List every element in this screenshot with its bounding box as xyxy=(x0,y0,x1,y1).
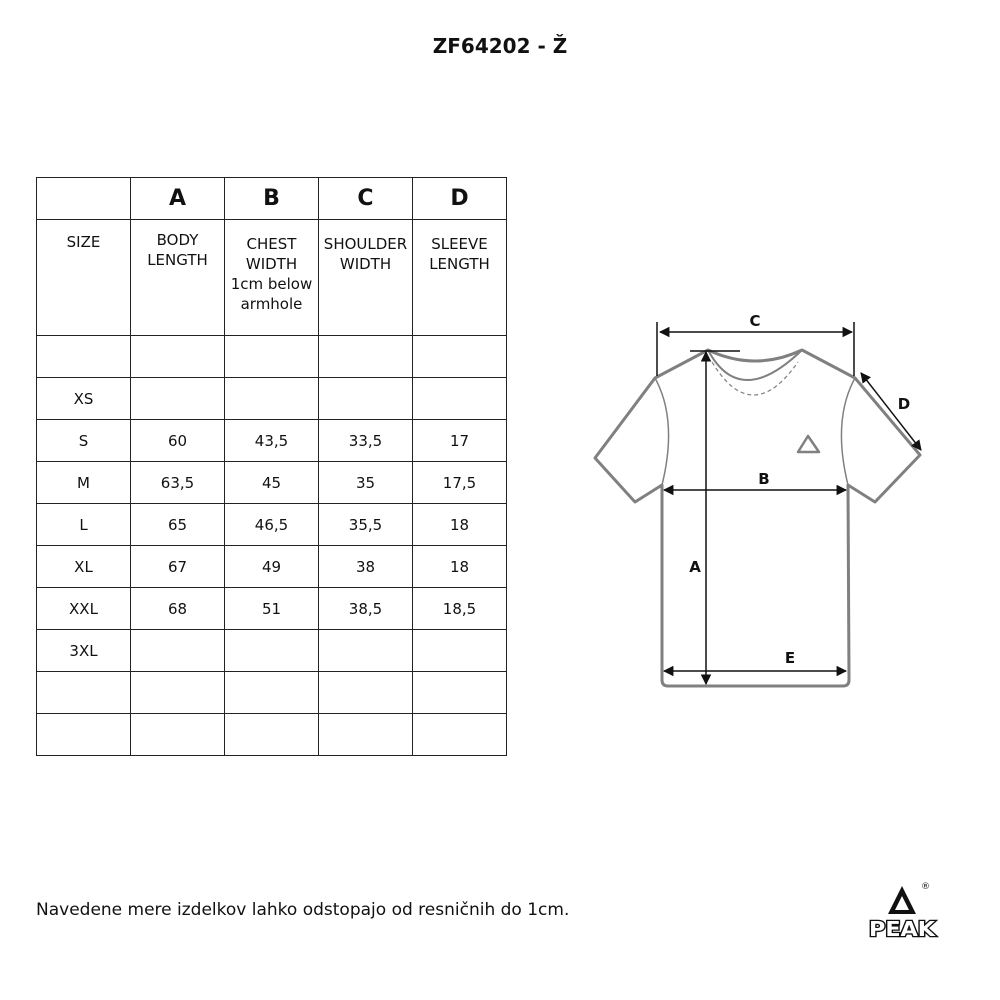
disclaimer-note: Navedene mere izdelkov lahko odstopajo od resničnih do 1cm. xyxy=(36,900,570,920)
cell-size: M xyxy=(37,462,131,504)
cell-size: L xyxy=(37,504,131,546)
cell-shoulder-width xyxy=(319,378,413,420)
cell-body-length: 68 xyxy=(131,588,225,630)
cell-shoulder-width xyxy=(319,630,413,672)
cell-shoulder-width: 35,5 xyxy=(319,504,413,546)
cell-shoulder-width: 38,5 xyxy=(319,588,413,630)
cell-chest-width xyxy=(225,714,319,756)
letter-cell-a: A xyxy=(131,178,225,220)
peak-logo xyxy=(866,876,942,942)
chest-logo-icon xyxy=(798,436,819,452)
size-row xyxy=(37,630,507,672)
right-sleeve-seam xyxy=(841,378,855,485)
cell-size xyxy=(37,672,131,714)
label-a: A xyxy=(689,558,701,576)
label-e: E xyxy=(784,649,796,667)
header-line: WIDTH xyxy=(339,255,392,273)
cell-sleeve-length xyxy=(413,336,507,378)
header-line: SIZE xyxy=(66,233,101,251)
header-line: SLEEVE xyxy=(431,235,488,253)
header-line: LENGTH xyxy=(147,251,208,269)
header-shoulder-width xyxy=(319,220,413,336)
cell-chest-width: 43,5 xyxy=(225,420,319,462)
cell-shoulder-width xyxy=(319,714,413,756)
sleeve-length-arrow xyxy=(861,373,921,450)
header-line: BODY xyxy=(156,231,199,249)
cell-sleeve-length: 17,5 xyxy=(413,462,507,504)
size-row xyxy=(37,588,507,630)
cell-shoulder-width: 33,5 xyxy=(319,420,413,462)
left-sleeve-seam xyxy=(655,378,669,485)
cell-chest-width xyxy=(225,378,319,420)
measurement-letter-row xyxy=(37,178,507,220)
cell-size xyxy=(37,714,131,756)
brand-wordmark: PEAK xyxy=(869,917,937,941)
header-line: WIDTH xyxy=(245,255,298,273)
size-row xyxy=(37,378,507,420)
cell-body-length xyxy=(131,630,225,672)
cell-body-length: 67 xyxy=(131,546,225,588)
letter-cell-blank xyxy=(37,178,131,220)
cell-shoulder-width xyxy=(319,336,413,378)
header-line: LENGTH xyxy=(429,255,490,273)
cell-size: XXL xyxy=(37,588,131,630)
cell-body-length xyxy=(131,714,225,756)
cell-body-length xyxy=(131,672,225,714)
header-size xyxy=(37,220,131,336)
cell-sleeve-length: 18 xyxy=(413,546,507,588)
header-chest-width xyxy=(225,220,319,336)
cell-body-length: 63,5 xyxy=(131,462,225,504)
cell-chest-width: 51 xyxy=(225,588,319,630)
letter-cell-b: B xyxy=(225,178,319,220)
measurement-label-row xyxy=(37,220,507,336)
cell-chest-width: 45 xyxy=(225,462,319,504)
peak-triangle-icon xyxy=(888,886,916,914)
cell-sleeve-length xyxy=(413,630,507,672)
size-rows xyxy=(37,336,507,756)
cell-body-length xyxy=(131,378,225,420)
page-title: ZF64202 - Ž xyxy=(432,34,568,58)
cell-shoulder-width xyxy=(319,672,413,714)
size-row xyxy=(37,462,507,504)
size-row xyxy=(37,714,507,756)
header-line: 1cm below xyxy=(230,275,313,293)
letter-cell-c: C xyxy=(319,178,413,220)
cell-size: XS xyxy=(37,378,131,420)
cell-sleeve-length xyxy=(413,672,507,714)
label-d: D xyxy=(897,395,911,413)
label-b: B xyxy=(758,470,770,488)
tshirt-body-outline xyxy=(595,350,920,686)
cell-chest-width: 46,5 xyxy=(225,504,319,546)
cell-shoulder-width: 38 xyxy=(319,546,413,588)
cell-sleeve-length: 18,5 xyxy=(413,588,507,630)
size-row xyxy=(37,420,507,462)
cell-size: 3XL xyxy=(37,630,131,672)
cell-chest-width xyxy=(225,672,319,714)
label-c: C xyxy=(749,312,761,330)
header-line: CHEST xyxy=(246,235,297,253)
cell-size: XL xyxy=(37,546,131,588)
cell-chest-width xyxy=(225,336,319,378)
size-row xyxy=(37,336,507,378)
header-sleeve-length xyxy=(413,220,507,336)
tshirt-measurement-diagram xyxy=(580,300,940,700)
letter-cell-d: D xyxy=(413,178,507,220)
cell-sleeve-length xyxy=(413,378,507,420)
cell-sleeve-length xyxy=(413,714,507,756)
header-line: armhole xyxy=(240,295,303,313)
cell-chest-width xyxy=(225,630,319,672)
tshirt-outline xyxy=(595,350,920,686)
header-body-length xyxy=(131,220,225,336)
size-row xyxy=(37,546,507,588)
cell-body-length: 60 xyxy=(131,420,225,462)
registered-mark: ® xyxy=(921,882,930,892)
cell-body-length xyxy=(131,336,225,378)
size-table xyxy=(36,177,507,756)
measurement-arrows xyxy=(657,322,921,684)
header-line: SHOULDER xyxy=(323,235,408,253)
cell-chest-width: 49 xyxy=(225,546,319,588)
size-row xyxy=(37,504,507,546)
cell-sleeve-length: 17 xyxy=(413,420,507,462)
size-row xyxy=(37,672,507,714)
cell-size xyxy=(37,336,131,378)
cell-shoulder-width: 35 xyxy=(319,462,413,504)
cell-body-length: 65 xyxy=(131,504,225,546)
cell-sleeve-length: 18 xyxy=(413,504,507,546)
cell-size: S xyxy=(37,420,131,462)
